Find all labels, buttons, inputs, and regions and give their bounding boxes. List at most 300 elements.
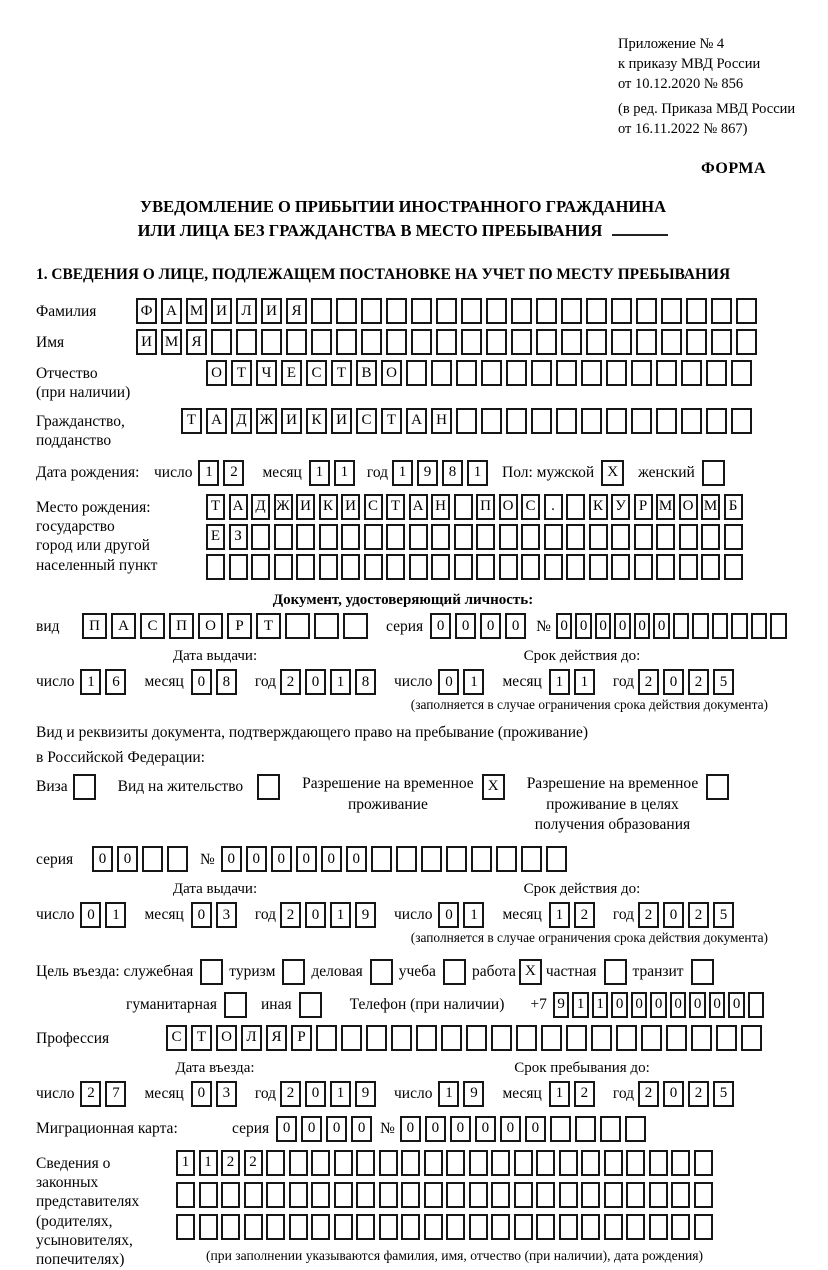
form-cell[interactable] (511, 298, 532, 324)
form-cell[interactable] (486, 329, 507, 355)
form-cell[interactable]: 9 (355, 1081, 376, 1107)
form-cell[interactable] (361, 298, 382, 324)
form-cell[interactable] (736, 329, 757, 355)
form-cell[interactable] (611, 298, 632, 324)
form-cell[interactable] (521, 524, 540, 550)
form-cell[interactable] (491, 1150, 510, 1176)
form-cell[interactable] (634, 554, 653, 580)
form-cell[interactable]: В (356, 360, 377, 386)
form-cell[interactable] (701, 524, 720, 550)
form-cell[interactable]: 1 (467, 460, 488, 486)
form-cell[interactable]: А (161, 298, 182, 324)
form-cell[interactable]: К (589, 494, 608, 520)
form-cell[interactable] (679, 554, 698, 580)
form-cell[interactable] (731, 408, 752, 434)
form-cell[interactable] (469, 1214, 488, 1240)
form-cell[interactable]: 0 (653, 613, 670, 639)
form-cell[interactable]: А (409, 494, 428, 520)
form-cell[interactable]: С (521, 494, 540, 520)
form-cell[interactable] (741, 1025, 762, 1051)
form-cell[interactable]: Т (231, 360, 252, 386)
form-cell[interactable] (559, 1214, 578, 1240)
form-cell[interactable] (319, 524, 338, 550)
form-cell[interactable]: О (381, 360, 402, 386)
form-cell[interactable]: 0 (301, 1116, 322, 1142)
transit-checkbox[interactable] (691, 959, 714, 985)
form-cell[interactable]: 0 (663, 669, 684, 695)
form-cell[interactable] (656, 554, 675, 580)
form-cell[interactable] (311, 298, 332, 324)
form-cell[interactable] (371, 846, 392, 872)
form-cell[interactable]: Я (186, 329, 207, 355)
form-cell[interactable]: 1 (574, 669, 595, 695)
form-cell[interactable] (656, 360, 677, 386)
form-cell[interactable] (386, 554, 405, 580)
form-cell[interactable]: 0 (438, 669, 459, 695)
form-cell[interactable] (514, 1182, 533, 1208)
form-cell[interactable] (366, 1025, 387, 1051)
form-cell[interactable]: 0 (92, 846, 113, 872)
form-cell[interactable] (531, 360, 552, 386)
form-cell[interactable] (671, 1150, 690, 1176)
humanitarian-checkbox[interactable] (224, 992, 247, 1018)
form-cell[interactable]: Р (634, 494, 653, 520)
form-cell[interactable]: 9 (417, 460, 438, 486)
form-cell[interactable] (266, 1150, 285, 1176)
form-cell[interactable] (446, 846, 467, 872)
form-cell[interactable] (531, 408, 552, 434)
form-cell[interactable]: 0 (728, 992, 745, 1018)
form-cell[interactable] (436, 329, 457, 355)
form-cell[interactable] (441, 1025, 462, 1051)
form-cell[interactable]: 5 (713, 902, 734, 928)
form-cell[interactable]: Д (251, 494, 270, 520)
form-cell[interactable] (536, 1150, 555, 1176)
form-cell[interactable] (454, 524, 473, 550)
form-cell[interactable] (694, 1150, 713, 1176)
form-cell[interactable] (491, 1214, 510, 1240)
form-cell[interactable]: У (611, 494, 630, 520)
form-cell[interactable] (566, 1025, 587, 1051)
form-cell[interactable] (356, 1214, 375, 1240)
form-cell[interactable] (424, 1150, 443, 1176)
form-cell[interactable]: Б (724, 494, 743, 520)
form-cell[interactable] (649, 1214, 668, 1240)
form-cell[interactable] (491, 1025, 512, 1051)
form-cell[interactable] (481, 408, 502, 434)
form-cell[interactable]: Я (286, 298, 307, 324)
form-cell[interactable] (476, 554, 495, 580)
form-cell[interactable] (289, 1150, 308, 1176)
form-cell[interactable] (566, 554, 585, 580)
form-cell[interactable]: К (306, 408, 327, 434)
form-cell[interactable] (711, 329, 732, 355)
form-cell[interactable]: С (356, 408, 377, 434)
form-cell[interactable] (521, 846, 542, 872)
form-cell[interactable]: 0 (221, 846, 242, 872)
form-cell[interactable] (736, 298, 757, 324)
form-cell[interactable] (575, 1116, 596, 1142)
form-cell[interactable]: И (281, 408, 302, 434)
form-cell[interactable] (311, 329, 332, 355)
form-cell[interactable] (751, 613, 768, 639)
form-cell[interactable]: 1 (309, 460, 330, 486)
form-cell[interactable] (511, 329, 532, 355)
form-cell[interactable] (266, 1214, 285, 1240)
form-cell[interactable] (581, 1182, 600, 1208)
form-cell[interactable] (712, 613, 729, 639)
form-cell[interactable] (431, 360, 452, 386)
form-cell[interactable] (589, 554, 608, 580)
form-cell[interactable] (606, 408, 627, 434)
form-cell[interactable]: 1 (572, 992, 589, 1018)
form-cell[interactable] (396, 846, 417, 872)
other-checkbox[interactable] (299, 992, 322, 1018)
form-cell[interactable]: Е (206, 524, 225, 550)
form-cell[interactable]: А (111, 613, 136, 639)
form-cell[interactable]: С (364, 494, 383, 520)
form-cell[interactable] (421, 846, 442, 872)
form-cell[interactable] (716, 1025, 737, 1051)
form-cell[interactable] (446, 1214, 465, 1240)
temp-residence-edu-checkbox[interactable] (706, 774, 729, 800)
form-cell[interactable]: М (656, 494, 675, 520)
form-cell[interactable] (391, 1025, 412, 1051)
form-cell[interactable] (649, 1150, 668, 1176)
form-cell[interactable] (561, 329, 582, 355)
form-cell[interactable] (456, 360, 477, 386)
form-cell[interactable] (581, 360, 602, 386)
form-cell[interactable] (514, 1214, 533, 1240)
form-cell[interactable]: 0 (614, 613, 631, 639)
form-cell[interactable] (724, 554, 743, 580)
form-cell[interactable] (499, 524, 518, 550)
form-cell[interactable] (496, 846, 517, 872)
form-cell[interactable] (556, 408, 577, 434)
official-checkbox[interactable] (200, 959, 223, 985)
form-cell[interactable] (656, 408, 677, 434)
form-cell[interactable] (600, 1116, 621, 1142)
form-cell[interactable]: Ч (256, 360, 277, 386)
form-cell[interactable] (701, 554, 720, 580)
form-cell[interactable] (334, 1150, 353, 1176)
form-cell[interactable] (341, 1025, 362, 1051)
form-cell[interactable] (461, 298, 482, 324)
form-cell[interactable]: Т (191, 1025, 212, 1051)
form-cell[interactable] (206, 554, 225, 580)
form-cell[interactable]: Н (431, 408, 452, 434)
form-cell[interactable]: 6 (105, 669, 126, 695)
visa-checkbox[interactable] (73, 774, 96, 800)
form-cell[interactable]: 1 (549, 669, 570, 695)
form-cell[interactable]: 0 (438, 902, 459, 928)
study-checkbox[interactable] (443, 959, 466, 985)
form-cell[interactable] (431, 554, 450, 580)
form-cell[interactable]: М (161, 329, 182, 355)
form-cell[interactable] (356, 1182, 375, 1208)
female-checkbox[interactable] (702, 460, 725, 486)
form-cell[interactable] (686, 329, 707, 355)
form-cell[interactable]: 2 (638, 902, 659, 928)
form-cell[interactable]: 0 (689, 992, 706, 1018)
form-cell[interactable]: 1 (463, 902, 484, 928)
form-cell[interactable]: 0 (326, 1116, 347, 1142)
form-cell[interactable] (681, 360, 702, 386)
form-cell[interactable]: 1 (199, 1150, 218, 1176)
form-cell[interactable] (631, 360, 652, 386)
form-cell[interactable] (566, 494, 585, 520)
form-cell[interactable] (236, 329, 257, 355)
residence-permit-checkbox[interactable] (257, 774, 280, 800)
form-cell[interactable]: 0 (117, 846, 138, 872)
form-cell[interactable]: Т (256, 613, 281, 639)
form-cell[interactable] (506, 408, 527, 434)
form-cell[interactable]: С (306, 360, 327, 386)
form-cell[interactable] (731, 360, 752, 386)
form-cell[interactable] (461, 329, 482, 355)
form-cell[interactable] (591, 1025, 612, 1051)
form-cell[interactable] (476, 524, 495, 550)
form-cell[interactable] (401, 1182, 420, 1208)
form-cell[interactable]: 0 (500, 1116, 521, 1142)
form-cell[interactable]: 2 (638, 669, 659, 695)
form-cell[interactable] (296, 524, 315, 550)
form-cell[interactable] (386, 298, 407, 324)
form-cell[interactable]: 0 (505, 613, 526, 639)
form-cell[interactable]: 0 (650, 992, 667, 1018)
form-cell[interactable]: И (331, 408, 352, 434)
form-cell[interactable] (556, 360, 577, 386)
form-cell[interactable] (514, 1150, 533, 1176)
form-cell[interactable]: О (679, 494, 698, 520)
form-cell[interactable]: 9 (355, 902, 376, 928)
form-cell[interactable] (536, 1182, 555, 1208)
form-cell[interactable]: 1 (334, 460, 355, 486)
form-cell[interactable]: 0 (400, 1116, 421, 1142)
form-cell[interactable]: Ф (136, 298, 157, 324)
form-cell[interactable] (424, 1214, 443, 1240)
form-cell[interactable] (401, 1214, 420, 1240)
form-cell[interactable] (604, 1150, 623, 1176)
form-cell[interactable]: М (701, 494, 720, 520)
form-cell[interactable]: И (296, 494, 315, 520)
form-cell[interactable] (296, 554, 315, 580)
form-cell[interactable]: О (206, 360, 227, 386)
form-cell[interactable]: 9 (463, 1081, 484, 1107)
form-cell[interactable]: 0 (475, 1116, 496, 1142)
form-cell[interactable] (604, 1214, 623, 1240)
form-cell[interactable] (521, 554, 540, 580)
form-cell[interactable] (636, 298, 657, 324)
form-cell[interactable] (334, 1182, 353, 1208)
work-checkbox[interactable]: X (519, 959, 542, 985)
form-cell[interactable] (692, 613, 709, 639)
form-cell[interactable] (386, 524, 405, 550)
form-cell[interactable] (311, 1150, 330, 1176)
form-cell[interactable]: 1 (105, 902, 126, 928)
form-cell[interactable]: 0 (321, 846, 342, 872)
form-cell[interactable] (211, 329, 232, 355)
form-cell[interactable]: 0 (670, 992, 687, 1018)
form-cell[interactable] (229, 554, 248, 580)
form-cell[interactable]: 0 (631, 992, 648, 1018)
form-cell[interactable]: С (140, 613, 165, 639)
form-cell[interactable] (634, 524, 653, 550)
form-cell[interactable] (336, 329, 357, 355)
form-cell[interactable]: З (229, 524, 248, 550)
form-cell[interactable] (361, 329, 382, 355)
form-cell[interactable] (311, 1182, 330, 1208)
form-cell[interactable] (506, 360, 527, 386)
form-cell[interactable]: 0 (663, 1081, 684, 1107)
form-cell[interactable]: 0 (634, 613, 651, 639)
form-cell[interactable] (589, 524, 608, 550)
form-cell[interactable]: 8 (355, 669, 376, 695)
form-cell[interactable]: 0 (80, 902, 101, 928)
form-cell[interactable] (314, 613, 339, 639)
form-cell[interactable]: Ж (256, 408, 277, 434)
form-cell[interactable]: 8 (216, 669, 237, 695)
form-cell[interactable] (731, 613, 748, 639)
form-cell[interactable]: 2 (688, 902, 709, 928)
form-cell[interactable] (406, 360, 427, 386)
form-cell[interactable]: 5 (713, 669, 734, 695)
form-cell[interactable]: 1 (438, 1081, 459, 1107)
private-checkbox[interactable] (604, 959, 627, 985)
form-cell[interactable]: 1 (463, 669, 484, 695)
form-cell[interactable]: 1 (80, 669, 101, 695)
form-cell[interactable]: С (166, 1025, 187, 1051)
form-cell[interactable]: 1 (198, 460, 219, 486)
form-cell[interactable] (636, 329, 657, 355)
form-cell[interactable] (611, 524, 630, 550)
form-cell[interactable] (341, 524, 360, 550)
form-cell[interactable] (586, 298, 607, 324)
form-cell[interactable]: 0 (276, 1116, 297, 1142)
form-cell[interactable]: 0 (191, 669, 212, 695)
form-cell[interactable]: О (198, 613, 223, 639)
form-cell[interactable] (409, 554, 428, 580)
form-cell[interactable] (379, 1214, 398, 1240)
form-cell[interactable]: 0 (480, 613, 501, 639)
form-cell[interactable]: 2 (280, 669, 301, 695)
form-cell[interactable] (536, 329, 557, 355)
form-cell[interactable] (431, 524, 450, 550)
form-cell[interactable] (541, 1025, 562, 1051)
form-cell[interactable]: 0 (296, 846, 317, 872)
form-cell[interactable] (486, 298, 507, 324)
form-cell[interactable] (411, 298, 432, 324)
form-cell[interactable] (626, 1150, 645, 1176)
form-cell[interactable] (581, 1150, 600, 1176)
form-cell[interactable]: П (476, 494, 495, 520)
form-cell[interactable]: 0 (595, 613, 612, 639)
form-cell[interactable]: 1 (392, 460, 413, 486)
form-cell[interactable] (671, 1214, 690, 1240)
form-cell[interactable] (285, 613, 310, 639)
form-cell[interactable]: 3 (216, 1081, 237, 1107)
form-cell[interactable]: 7 (105, 1081, 126, 1107)
form-cell[interactable]: 2 (638, 1081, 659, 1107)
form-cell[interactable] (671, 1182, 690, 1208)
form-cell[interactable] (586, 329, 607, 355)
form-cell[interactable] (261, 329, 282, 355)
form-cell[interactable] (649, 1182, 668, 1208)
form-cell[interactable] (711, 298, 732, 324)
form-cell[interactable]: 2 (574, 902, 595, 928)
form-cell[interactable] (499, 554, 518, 580)
form-cell[interactable]: 0 (351, 1116, 372, 1142)
form-cell[interactable] (559, 1150, 578, 1176)
form-cell[interactable] (466, 1025, 487, 1051)
form-cell[interactable] (221, 1214, 240, 1240)
form-cell[interactable] (536, 1214, 555, 1240)
form-cell[interactable]: Р (291, 1025, 312, 1051)
form-cell[interactable]: 2 (244, 1150, 263, 1176)
form-cell[interactable] (491, 1182, 510, 1208)
form-cell[interactable] (379, 1150, 398, 1176)
form-cell[interactable]: 0 (611, 992, 628, 1018)
form-cell[interactable] (319, 554, 338, 580)
form-cell[interactable] (581, 1214, 600, 1240)
form-cell[interactable]: 2 (280, 1081, 301, 1107)
tourism-checkbox[interactable] (282, 959, 305, 985)
form-cell[interactable]: 1 (330, 902, 351, 928)
form-cell[interactable]: . (544, 494, 563, 520)
form-cell[interactable] (694, 1182, 713, 1208)
form-cell[interactable]: Р (227, 613, 252, 639)
form-cell[interactable]: 2 (280, 902, 301, 928)
form-cell[interactable] (469, 1150, 488, 1176)
form-cell[interactable]: 1 (176, 1150, 195, 1176)
form-cell[interactable] (199, 1182, 218, 1208)
form-cell[interactable] (481, 360, 502, 386)
form-cell[interactable]: О (499, 494, 518, 520)
form-cell[interactable]: 0 (305, 1081, 326, 1107)
form-cell[interactable]: 0 (430, 613, 451, 639)
form-cell[interactable] (616, 1025, 637, 1051)
form-cell[interactable]: 0 (663, 902, 684, 928)
form-cell[interactable]: Я (266, 1025, 287, 1051)
form-cell[interactable] (199, 1214, 218, 1240)
form-cell[interactable] (611, 329, 632, 355)
form-cell[interactable] (666, 1025, 687, 1051)
form-cell[interactable]: 0 (346, 846, 367, 872)
form-cell[interactable]: 5 (713, 1081, 734, 1107)
form-cell[interactable] (679, 524, 698, 550)
form-cell[interactable] (289, 1182, 308, 1208)
form-cell[interactable] (706, 408, 727, 434)
form-cell[interactable]: 0 (425, 1116, 446, 1142)
form-cell[interactable]: Т (381, 408, 402, 434)
form-cell[interactable]: Л (241, 1025, 262, 1051)
form-cell[interactable]: 0 (556, 613, 573, 639)
form-cell[interactable]: 0 (450, 1116, 471, 1142)
form-cell[interactable] (661, 298, 682, 324)
form-cell[interactable] (364, 524, 383, 550)
form-cell[interactable]: П (169, 613, 194, 639)
form-cell[interactable]: 2 (688, 669, 709, 695)
form-cell[interactable] (686, 298, 707, 324)
form-cell[interactable] (176, 1182, 195, 1208)
form-cell[interactable] (167, 846, 188, 872)
form-cell[interactable] (559, 1182, 578, 1208)
form-cell[interactable]: А (206, 408, 227, 434)
form-cell[interactable] (286, 329, 307, 355)
form-cell[interactable] (176, 1214, 195, 1240)
form-cell[interactable]: А (229, 494, 248, 520)
form-cell[interactable] (724, 524, 743, 550)
